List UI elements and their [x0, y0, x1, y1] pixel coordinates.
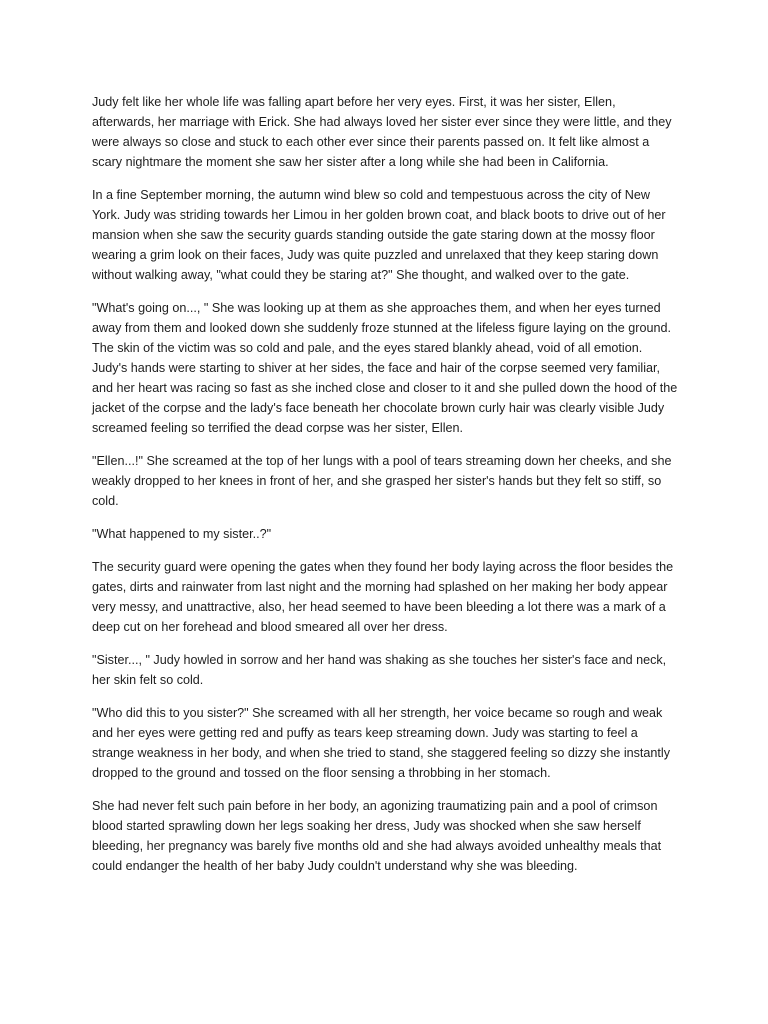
- paragraph-3: "What's going on..., " She was looking up at them as she approaches them, and when her eyes turned away from them and looked down she suddenly froze stunned at the lifeless figure laying on the ground. The skin of the victim was so cold and pale, and the eyes stared blankly ahead, void of all emotion. Judy's hands were starting to shiver at her sides, the face and hair of the corpse seemed very familiar, and her heart was racing so fast as she inched close and closer to it and she pulled down the hood of the jacket of the corpse and the lady's face beneath her chocolate brown curly hair was clearly visible Judy screamed feeling so terrified the dead corpse was her sister, Ellen.: [92, 301, 678, 435]
- paragraph-9: She had never felt such pain before in her body, an agonizing traumatizing pain and a pool of crimson blood started sprawling down her legs soaking her dress, Judy was shocked when she saw herself bleeding, her pregnancy was barely five months old and she had always avoided unhealthy meals that could endanger the health of her baby Judy couldn't understand why she was bleeding.: [92, 799, 662, 873]
- paragraph-4: "Ellen...!" She screamed at the top of her lungs with a pool of tears streaming down her cheeks, and she weakly dropped to her knees in front of her, and she grasped her sister's hands but they felt so stiff, so cold.: [92, 454, 672, 508]
- paragraph-2: In a fine September morning, the autumn wind blew so cold and tempestuous across the city of New York. Judy was striding towards her Limou in her golden brown coat, and black boots to drive out of her mansion when she saw the security guards standing outside the gate staring down at the mossy floor wearing a grim look on their faces, Judy was quite puzzled and unrelaxed that they keep staring down without walking away, "what could they be staring at?" She thought, and walked over to the gate.: [92, 188, 666, 282]
- paragraph-5: "What happened to my sister..?": [92, 527, 272, 541]
- paragraph-1: Judy felt like her whole life was falling apart before her very eyes. First, it was her sister, Ellen, afterwards, her marriage with Erick. She had always loved her sister ever since they were little, and they were always so close and stuck to each other ever since their parents passed on. It felt like almost a scary nightmare the moment she saw her sister after a long while she had been in California.: [92, 95, 672, 169]
- paragraph-8: "Who did this to you sister?" She screamed with all her strength, her voice became so rough and weak and her eyes were getting red and puffy as tears keep streaming down. Judy was starting to feel a strange weakness in her body, and when she tried to stand, she staggered feeling so dizzy she instantly dropped to the ground and tossed on the floor sensing a throbbing in her stomach.: [92, 706, 671, 780]
- paragraph-7: "Sister..., " Judy howled in sorrow and her hand was shaking as she touches her sister's face and neck, her skin felt so cold.: [92, 653, 667, 687]
- paragraph-6: The security guard were opening the gates when they found her body laying across the floor besides the gates, dirts and rainwater from last night and the morning had splashed on her making her body appear very messy, and unattractive, also, her head seemed to have been bleeding a lot there was a mark of a deep cut on her forehead and blood smeared all over her dress.: [92, 560, 674, 634]
- document-page: [92, 92, 680, 889]
